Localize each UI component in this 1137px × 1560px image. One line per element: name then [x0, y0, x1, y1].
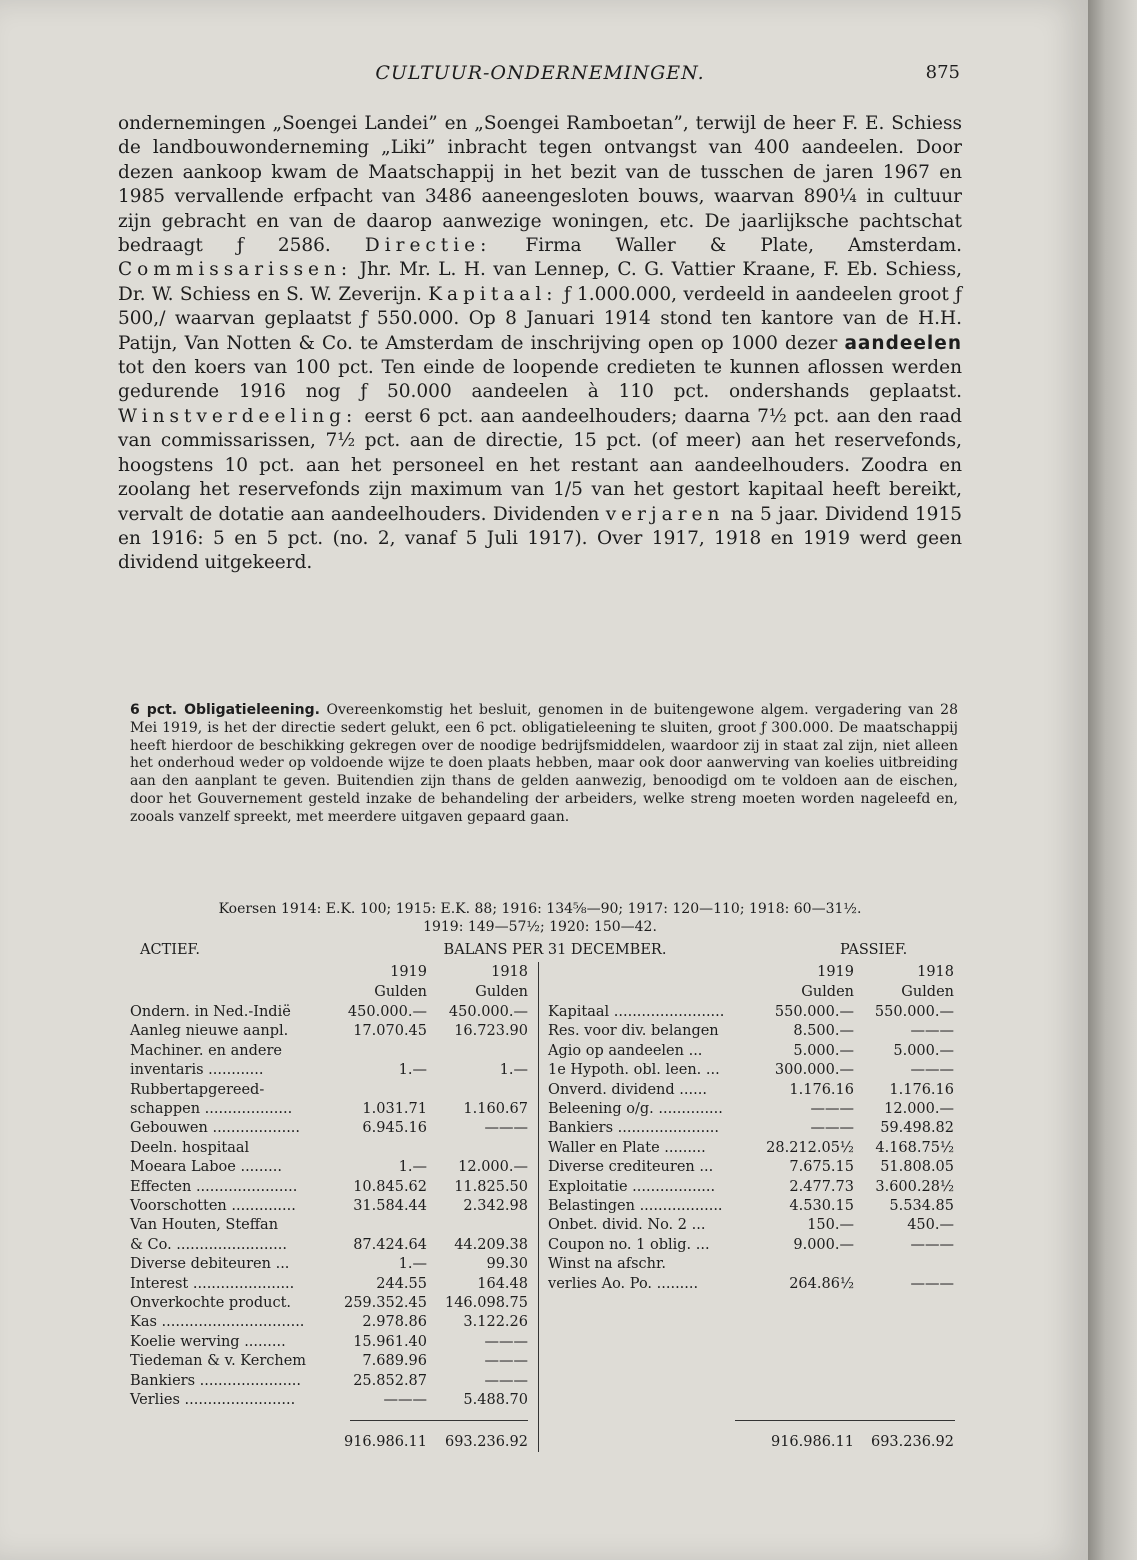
- actief-row-value-1919: 1.031.71: [362, 1101, 427, 1117]
- passief-row-value-1918: 550.000.—: [874, 1004, 954, 1020]
- passief-row-value-1918: 3.600.28½: [875, 1178, 954, 1195]
- actief-row-label: Voorschotten ..............: [130, 1198, 296, 1214]
- passief-title: PASSIEF.: [840, 942, 908, 958]
- passief-row: [548, 1004, 956, 1024]
- actief-row-value-1918: 16.723.90: [454, 1023, 528, 1040]
- actief-row: [130, 1023, 530, 1043]
- passief-row-value-1919: 2.477.73: [789, 1178, 854, 1195]
- verjaren-label: verjaren: [605, 503, 725, 525]
- actief-row-value-1918: 164.48: [477, 1275, 528, 1292]
- passief-row-label: Waller en Plate .........: [548, 1139, 706, 1156]
- actief-row-value-1918: ———: [484, 1372, 528, 1389]
- actief-row-value-1919: 244.55: [376, 1275, 427, 1292]
- passief-row: [548, 1159, 956, 1179]
- passief-row-value-1919: 7.675.15: [789, 1159, 854, 1176]
- actief-row-label: Machiner. en andere: [130, 1042, 282, 1059]
- passief-row-value-1919: 150.—: [807, 1217, 854, 1234]
- actief-row-label: inventaris ............: [130, 1062, 264, 1079]
- page-number: 875: [925, 62, 960, 83]
- passief-row-value-1919: ———: [810, 1120, 854, 1137]
- passief-row-label: Onverd. dividend ......: [548, 1081, 707, 1098]
- passief-row-label: Winst na afschr.: [548, 1256, 666, 1273]
- actief-row-value-1919: 15.961.40: [353, 1333, 427, 1350]
- actief-row-label: Rubbertapgereed-: [130, 1081, 265, 1098]
- passief-row: [548, 1276, 956, 1296]
- actief-row-label: Bankiers ......................: [130, 1372, 302, 1389]
- passief-row-label: Res. voor div. belangen: [548, 1023, 719, 1040]
- winstverdeeling-text: eerst 6 pct. aan aandeelhouders; daarna 7½ pct. aan den raad van commissarissen, 7½ pct. aan de directie, 15 pct. (of meer) aan het reservefonds, hoogstens 10 pct. aan het personeel en het restant aan aandeelhouders. Zoodra en zoolang het reservefonds zijn maximum van 1/5 van het gestort kapitaal heeft bereikt, vervalt de dotatie aan aandeelhouders. Dividenden: [118, 405, 962, 525]
- verjaren-text: na 5 jaar. Dividend 1915 en 1916: 5 en 5 pct. (no. 2, vanaf 5 Juli 1917). Over 1917, 1918 en 1919 werd geen dividend uitgekeerd.: [118, 503, 962, 574]
- actief-row-label: Interest ......................: [130, 1275, 295, 1292]
- actief-row-value-1918: 3.122.26: [463, 1314, 528, 1331]
- winstverdeeling-label: Winstverdeeling:: [118, 405, 358, 427]
- passief-total-rule: [735, 1420, 955, 1421]
- passief-row: [548, 1198, 956, 1218]
- actief-row-value-1918: 11.825.50: [454, 1178, 528, 1195]
- passief-row-label: Beleening o/g. ..............: [548, 1101, 723, 1117]
- actief-row-value-1919: 450.000.—: [347, 1004, 427, 1020]
- passief-row: [548, 1043, 956, 1063]
- actief-row: [130, 1101, 530, 1121]
- actief-row: [130, 1062, 530, 1082]
- actief-row-label: Effecten ......................: [130, 1178, 298, 1195]
- actief-row-label: Moeara Laboe .........: [130, 1159, 282, 1176]
- balans-title: BALANS PER 31 DECEMBER.: [443, 942, 667, 958]
- passief-row-value-1919: 300.000.—: [774, 1062, 854, 1079]
- actief-row-label: & Co. ........................: [130, 1236, 287, 1253]
- actief-row-value-1918: ———: [484, 1353, 528, 1370]
- passief-row: [548, 1179, 956, 1199]
- actief-row-label: Ondern. in Ned.-Indië: [130, 1004, 291, 1020]
- actief-row: [130, 1314, 530, 1334]
- book-binding-edge: [1088, 0, 1137, 1560]
- actief-row-label: Verlies ........................: [130, 1392, 296, 1408]
- actief-row-value-1919: 1.—: [398, 1256, 427, 1273]
- directie-text: Firma Waller & Plate, Amsterdam.: [525, 235, 962, 257]
- passief-row-label: verlies Ao. Po. .........: [548, 1275, 699, 1292]
- commissarissen-label: Commissarissen:: [118, 259, 353, 281]
- passief-row-label: Belastingen ..................: [548, 1198, 723, 1214]
- actief-row: [130, 1004, 530, 1024]
- passief-unit-1918: Gulden: [901, 984, 954, 1000]
- passief-row-value-1919: 9.000.—: [793, 1236, 854, 1253]
- actief-row-value-1919: 1.—: [398, 1159, 427, 1176]
- passief-row: [548, 1237, 956, 1257]
- actief-row-value-1919: 31.584.44: [353, 1198, 427, 1214]
- actief-total-rule: [350, 1420, 528, 1421]
- passief-row-value-1919: 550.000.—: [774, 1004, 854, 1020]
- actief-row-value-1918: 12.000.—: [458, 1159, 528, 1176]
- passief-row-value-1918: ———: [910, 1236, 954, 1253]
- passief-row-value-1918: 5.534.85: [889, 1198, 954, 1214]
- passief-row-label: Kapitaal ........................: [548, 1004, 725, 1020]
- passief-row-value-1919: 28.212.05½: [766, 1139, 854, 1156]
- passief-row-label: Onbet. divid. No. 2 ...: [548, 1217, 706, 1234]
- actief-row-label: Gebouwen ...................: [130, 1120, 301, 1137]
- passief-row-label: Diverse crediteuren ...: [548, 1159, 714, 1176]
- actief-total-1918: 693.236.92: [444, 1434, 528, 1450]
- actief-row-value-1919: 2.978.86: [362, 1314, 427, 1331]
- actief-row-value-1918: ———: [484, 1120, 528, 1137]
- passief-row-value-1919: ———: [810, 1101, 854, 1117]
- actief-row-label: Onverkochte product.: [130, 1295, 292, 1311]
- passief-row-value-1919: 264.86½: [789, 1275, 854, 1292]
- actief-row-label: Van Houten, Steffan: [130, 1217, 279, 1234]
- actief-row: [130, 1373, 530, 1393]
- commissarissen-text: Jhr. Mr. L. H. van Lennep, C. G. Vattier Kraane, F. Eb. Schiess, Dr. W. Schiess en S. W. Zeverijn.: [118, 259, 962, 305]
- passief-row: [548, 1140, 956, 1160]
- koersen-block: [118, 900, 962, 936]
- actief-row-label: Aanleg nieuwe aanpl.: [130, 1023, 289, 1040]
- actief-row-label: schappen ...................: [130, 1101, 293, 1117]
- actief-row-value-1919: 6.945.16: [362, 1120, 427, 1137]
- passief-row: [548, 1062, 956, 1082]
- directie-label: Directie:: [364, 235, 492, 257]
- passief-row: [548, 1101, 956, 1121]
- actief-row: [130, 1043, 530, 1063]
- passief-row-value-1918: ———: [910, 1023, 954, 1040]
- koersen-line-1: Koersen 1914: E.K. 100; 1915: E.K. 88; 1916: 134⅝—90; 1917: 120—110; 1918: 60—31½.: [218, 901, 862, 917]
- actief-row: [130, 1237, 530, 1257]
- passief-row-value-1918: 51.808.05: [880, 1159, 954, 1176]
- actief-row-value-1918: ———: [484, 1333, 528, 1350]
- passief-row: [548, 1023, 956, 1043]
- passief-row-value-1918: ———: [910, 1062, 954, 1079]
- company-description: [118, 112, 962, 576]
- actief-row-value-1919: 10.845.62: [353, 1178, 427, 1195]
- passief-row-value-1919: 5.000.—: [793, 1042, 854, 1059]
- actief-unit-1919: Gulden: [374, 984, 427, 1000]
- passief-row-value-1918: 12.000.—: [884, 1101, 954, 1117]
- actief-year-1919: 1919: [390, 964, 427, 980]
- actief-row-value-1919: 1.—: [398, 1062, 427, 1079]
- actief-row-value-1919: 7.689.96: [362, 1353, 427, 1370]
- obligatie-lead: 6 pct. Obligatieleening.: [130, 702, 320, 718]
- obligatie-text: Overeenkomstig het besluit, genomen in de buitengewone algem. vergadering van 28 Mei 1919, is het der directie sedert gelukt, een 6 pct. obligatieleening te sluiten, groot ƒ 300.000. De maatschappij heeft hierdoor de beschikking gekregen over de noodige bedrijfsmiddelen, waardoor zij in staat zal zijn, niet alleen het onderhoud weder op voldoende wijze te doen plaats hebben, maar ook door aanwerving van koelies uitbreiding aan den aanplant te geven. Buitendien zijn thans de gelden aanwezig, benoodigd om te voldoen aan de eischen, door het Gouvernement gesteld inzake de behandeling der arbeiders, welke streng moeten worden nageleefd en, zooals vanzelf spreekt, met meerdere uitgaven gepaard gaan.: [130, 702, 958, 825]
- column-divider: [538, 962, 539, 1452]
- passief-row-value-1918: 5.000.—: [893, 1042, 954, 1059]
- actief-row: [130, 1140, 530, 1160]
- passief-row: [548, 1256, 956, 1276]
- obligatie-paragraph: [130, 702, 958, 827]
- passief-year-1918: 1918: [917, 964, 954, 980]
- actief-row-value-1918: 450.000.—: [448, 1004, 528, 1020]
- actief-year-1918: 1918: [491, 964, 528, 980]
- actief-row: [130, 1120, 530, 1140]
- kapitaal-label: Kapitaal:: [428, 283, 558, 305]
- actief-row: [130, 1217, 530, 1237]
- koersen-line-2: 1919: 149—57½; 1920: 150—42.: [423, 919, 657, 935]
- actief-row-label: Diverse debiteuren ...: [130, 1256, 290, 1273]
- passief-row-value-1918: 1.176.16: [889, 1081, 954, 1098]
- running-header: [120, 62, 960, 92]
- actief-row-label: Kas ...............................: [130, 1314, 305, 1331]
- kapitaal-text: ƒ 1.000.000, verdeeld in aandeelen groot ƒ 500,/ waarvan geplaatst ƒ 550.000. Op 8 Januari 1914 stond ten kantore van de H.H. Patijn, Van Notten & Co. te Amsterdam de inschrijving open op 1000 dezer: [118, 283, 963, 354]
- passief-row: [548, 1120, 956, 1140]
- passief-row-value-1919: 4.530.15: [789, 1198, 854, 1214]
- passief-row-label: Bankiers ......................: [548, 1120, 720, 1137]
- actief-row-value-1919: 25.852.87: [353, 1372, 427, 1389]
- passief-total-1919: 916.986.11: [770, 1434, 854, 1450]
- actief-row: [130, 1082, 530, 1102]
- passief-row-label: Exploitatie ..................: [548, 1178, 716, 1195]
- actief-row: [130, 1295, 530, 1315]
- actief-row: [130, 1179, 530, 1199]
- actief-row: [130, 1159, 530, 1179]
- actief-row-value-1918: 146.098.75: [444, 1295, 528, 1311]
- actief-title: ACTIEF.: [140, 942, 200, 958]
- page-title: CULTUUR-ONDERNEMINGEN.: [375, 62, 705, 84]
- actief-row-value-1919: 87.424.64: [353, 1236, 427, 1253]
- passief-row-value-1919: 1.176.16: [789, 1081, 854, 1098]
- passief-year-1919: 1919: [817, 964, 854, 980]
- actief-row: [130, 1334, 530, 1354]
- actief-row: [130, 1198, 530, 1218]
- actief-unit-1918: Gulden: [475, 984, 528, 1000]
- actief-row-value-1918: 5.488.70: [463, 1392, 528, 1408]
- actief-row-value-1918: 2.342.98: [463, 1198, 528, 1214]
- kapitaal-text-cont: tot den koers van 100 pct. Ten einde de loopende credieten te kunnen aflossen werden gedurende 1916 nog ƒ 50.000 aandeelen à 110 pct. ondershands geplaatst.: [118, 357, 962, 403]
- actief-row: [130, 1256, 530, 1276]
- actief-row-label: Koelie werving .........: [130, 1333, 286, 1350]
- passief-row-label: Agio op aandeelen ...: [548, 1042, 703, 1059]
- actief-row-value-1919: 259.352.45: [343, 1295, 427, 1311]
- passief-unit-1919: Gulden: [801, 984, 854, 1000]
- actief-row-value-1918: 1.—: [499, 1062, 528, 1079]
- actief-total-1919: 916.986.11: [343, 1434, 427, 1450]
- passief-row: [548, 1217, 956, 1237]
- passief-total-1918: 693.236.92: [870, 1434, 954, 1450]
- actief-row-value-1918: 1.160.67: [463, 1101, 528, 1117]
- actief-row-label: Tiedeman & v. Kerchem: [130, 1353, 307, 1370]
- actief-row-label: Deeln. hospitaal: [130, 1139, 250, 1156]
- passief-row-value-1918: 450.—: [907, 1217, 954, 1234]
- passief-row-label: 1e Hypoth. obl. leen. ...: [548, 1062, 720, 1079]
- actief-row-value-1919: ———: [383, 1392, 427, 1408]
- actief-row: [130, 1392, 530, 1412]
- passief-row-value-1918: 4.168.75½: [875, 1139, 954, 1156]
- aandeelen-emphasis: aandeelen: [844, 332, 962, 354]
- paragraph-intro: ondernemingen „Soengei Landei” en „Soengei Ramboetan”, terwijl de heer F. E. Schiess de landbouwonderneming „Liki” inbracht tegen ontvangst van 400 aandeelen. Door dezen aankoop kwam de Maatschappij in het bezit van de tusschen de jaren 1967 en 1985 vervallende erfpacht van 3486 aaneengesloten bouws, waarvan 890¼ in cultuur zijn gebracht en van de daarop aanwezige woningen, etc. De jaarlijksche pachtschat bedraagt ƒ 2586.: [118, 113, 962, 257]
- actief-row: [130, 1276, 530, 1296]
- passief-row-value-1919: 8.500.—: [793, 1023, 854, 1040]
- actief-row: [130, 1353, 530, 1373]
- passief-row: [548, 1082, 956, 1102]
- passief-row-value-1918: 59.498.82: [880, 1120, 954, 1137]
- actief-row-value-1919: 17.070.45: [353, 1023, 427, 1040]
- passief-row-label: Coupon no. 1 oblig. ...: [548, 1236, 710, 1253]
- actief-row-value-1918: 44.209.38: [454, 1236, 528, 1253]
- actief-row-value-1918: 99.30: [486, 1256, 528, 1273]
- passief-row-value-1918: ———: [910, 1275, 954, 1292]
